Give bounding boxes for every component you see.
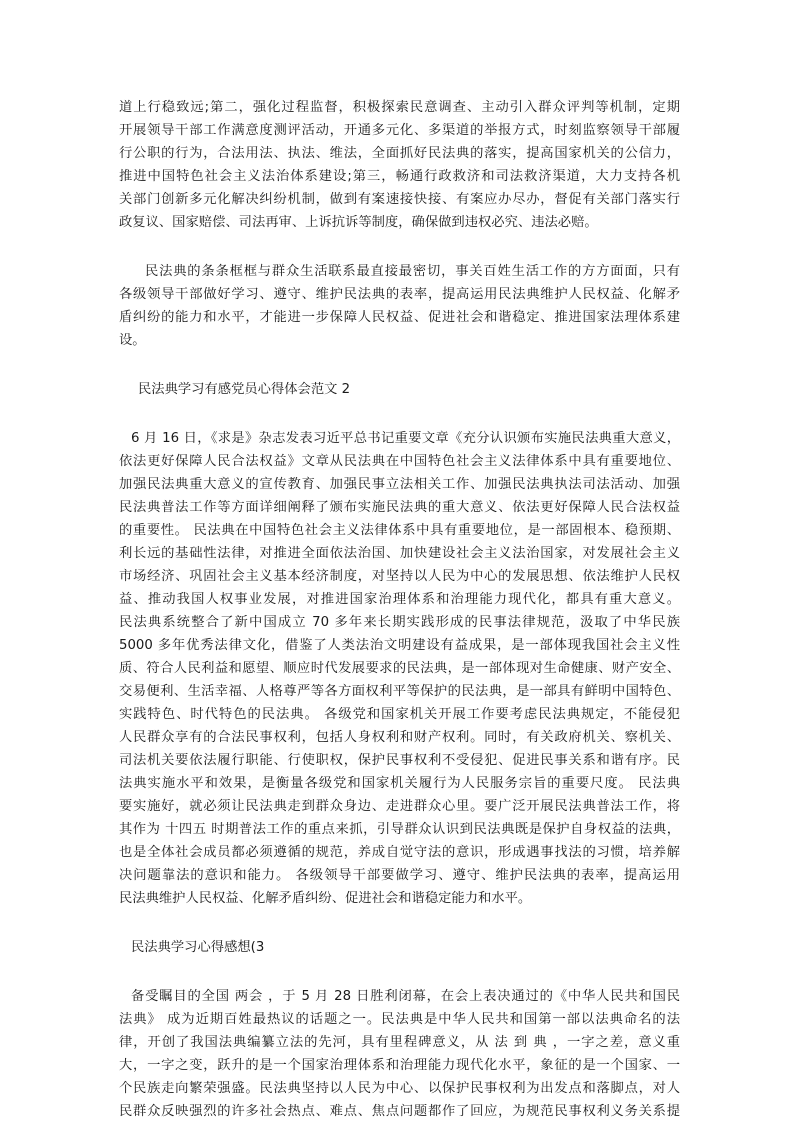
text-line: 开展领导干部工作满意度测评活动，开通多元化、多渠道的举报方式，时刻监察领导干部履 xyxy=(119,123,680,138)
paragraph-3 xyxy=(119,427,680,910)
text-line: 交易便利、生活幸福、人格尊严等各方面权利平等保护的民法典，是一部具有鲜明中国特色、 xyxy=(119,684,680,699)
text-line: 备受瞩目的全国 两会 ，于 5 月 28 日胜利闭幕，在会上表决通过的《中华人民共和国民 xyxy=(131,989,680,1004)
paragraph-1 xyxy=(119,96,680,234)
text-line: 道上行稳致远;第二，强化过程监督，积极探索民意调查、主动引入群众评判等机制，定期 xyxy=(119,100,680,115)
text-line: 盾纠纷的能力和水平，才能进一步保障人民权益、促进社会和谐稳定、推进国家法理体系建 xyxy=(119,310,680,325)
text-line: 民法典普法工作等方面详细阐释了颁布实施民法典的重大意义、依法更好保障人民合法权益 xyxy=(119,500,680,515)
text-line: 其作为 十四五 时期普法工作的重点来抓，引导群众认识到民法典既是保护自身权益的法典， xyxy=(119,822,680,837)
paragraph-4 xyxy=(119,985,680,1123)
text-line: 的重要性。 民法典在中国特色社会主义法律体系中具有重要地位，是一部固根本、稳预期、 xyxy=(119,523,680,538)
text-line: 决问题靠法的意识和能力。 各级领导干部要做学习、遵守、维护民法典的表率，提高运用 xyxy=(119,868,680,883)
text-line: 市场经济、巩固社会主义基本经济制度，对坚持以人民为中心的发展思想、依法维护人民权 xyxy=(119,569,680,584)
text-line: 5000 多年优秀法律文化，借鉴了人类法治文明建设有益成果，是一部体现我国社会主义性 xyxy=(119,638,680,653)
text-line: 民法典系统整合了新中国成立 70 多年来长期实践形成的民事法律规范，汲取了中华民族 xyxy=(119,615,680,630)
text-line: 律，开创了我国法典编纂立法的先河，具有里程碑意义，从 法 到 典 ，一字之差，意义重 xyxy=(119,1035,680,1050)
text-line: 依法更好保障人民合法权益》文章从民法典在中国特色社会主义法律体系中具有重要地位、 xyxy=(119,454,680,469)
text-line: 个民族走向繁荣强盛。民法典坚持以人民为中心、以保护民事权利为出发点和落脚点，对人 xyxy=(119,1081,680,1096)
text-line: 民法典维护人民权益、化解矛盾纠纷、促进社会和谐稳定能力和水平。 xyxy=(119,891,532,906)
text-line: 推进中国特色社会主义法治体系建设;第三，畅通行政救济和司法救济渠道，大力支持各机 xyxy=(119,169,680,184)
document-page xyxy=(119,96,680,1123)
text-line: 大，一字之变，跃升的是一个国家治理体系和治理能力现代化水平，象征的是一个国家、一 xyxy=(119,1058,680,1073)
text-line: 民群众反映强烈的许多社会热点、难点、焦点问题都作了回应，为规范民事权利义务关系提 xyxy=(119,1104,680,1119)
text-line: 政复议、国家赔偿、司法再审、上诉抗诉等制度，确保做到违权必究、违法必赔。 xyxy=(119,215,598,230)
text-line: 关部门创新多元化解决纠纷机制，做到有案速接快接、有案应办尽办，督促有关部门落实行 xyxy=(119,192,680,207)
section-heading-3: 民法典学习心得感想(3 xyxy=(131,940,265,955)
text-line: 益、推动我国人权事业发展，对推进国家治理体系和治理能力现代化，都具有重大意义。 xyxy=(119,592,680,607)
text-line: 法典》 成为近期百姓最热议的话题之一。民法典是中华人民共和国第一部以法典命名的法 xyxy=(119,1012,680,1027)
text-line: 各级领导干部做好学习、遵守、维护民法典的表率，提高运用民法典维护人民权益、化解矛 xyxy=(119,287,680,302)
text-line: 民法典的条条框框与群众生活联系最直接最密切，事关百姓生活工作的方方面面，只有 xyxy=(145,264,680,279)
text-line: 人民群众享有的合法民事权利，包括人身权利和财产权利。同时，有关政府机关、察机关、 xyxy=(119,730,680,745)
text-line: 行公职的行为，合法用法、执法、维法，全面抓好民法典的落实，提高国家机关的公信力， xyxy=(119,146,680,161)
text-line: 也是全体社会成员都必须遵循的规范，养成自觉守法的意识，形成遇事找法的习惯，培养解 xyxy=(119,845,680,860)
text-line: 法典实施水平和效果，是衡量各级党和国家机关履行为人民服务宗旨的重要尺度。 民法典 xyxy=(119,776,680,791)
text-line: 利长远的基础性法律，对推进全面依法治国、加快建设社会主义法治国家，对发展社会主义 xyxy=(119,546,680,561)
paragraph-2 xyxy=(119,260,680,352)
text-line: 实践特色、时代特色的民法典。 各级党和国家机关开展工作要考虑民法典规定，不能侵犯 xyxy=(119,707,680,722)
text-line: 司法机关要依法履行职能、行使职权，保护民事权利不受侵犯、促进民事关系和谐有序。民 xyxy=(119,753,680,768)
text-line: 质、符合人民利益和愿望、顺应时代发展要求的民法典，是一部体现对生命健康、财产安全、 xyxy=(119,661,680,676)
text-line: 设。 xyxy=(119,333,146,348)
text-line: 6 月 16 日，《求是》杂志发表习近平总书记重要文章《充分认识颁布实施民法典重大意义， xyxy=(131,431,680,446)
text-line: 加强民法典重大意义的宣传教育、加强民事立法相关工作、加强民法典执法司法活动、加强 xyxy=(119,477,680,492)
text-line: 要实施好，就必须让民法典走到群众身边、走进群众心里。要广泛开展民法典普法工作，将 xyxy=(119,799,680,814)
section-heading-2: 民法典学习有感党员心得体会范文 2 xyxy=(138,382,351,397)
